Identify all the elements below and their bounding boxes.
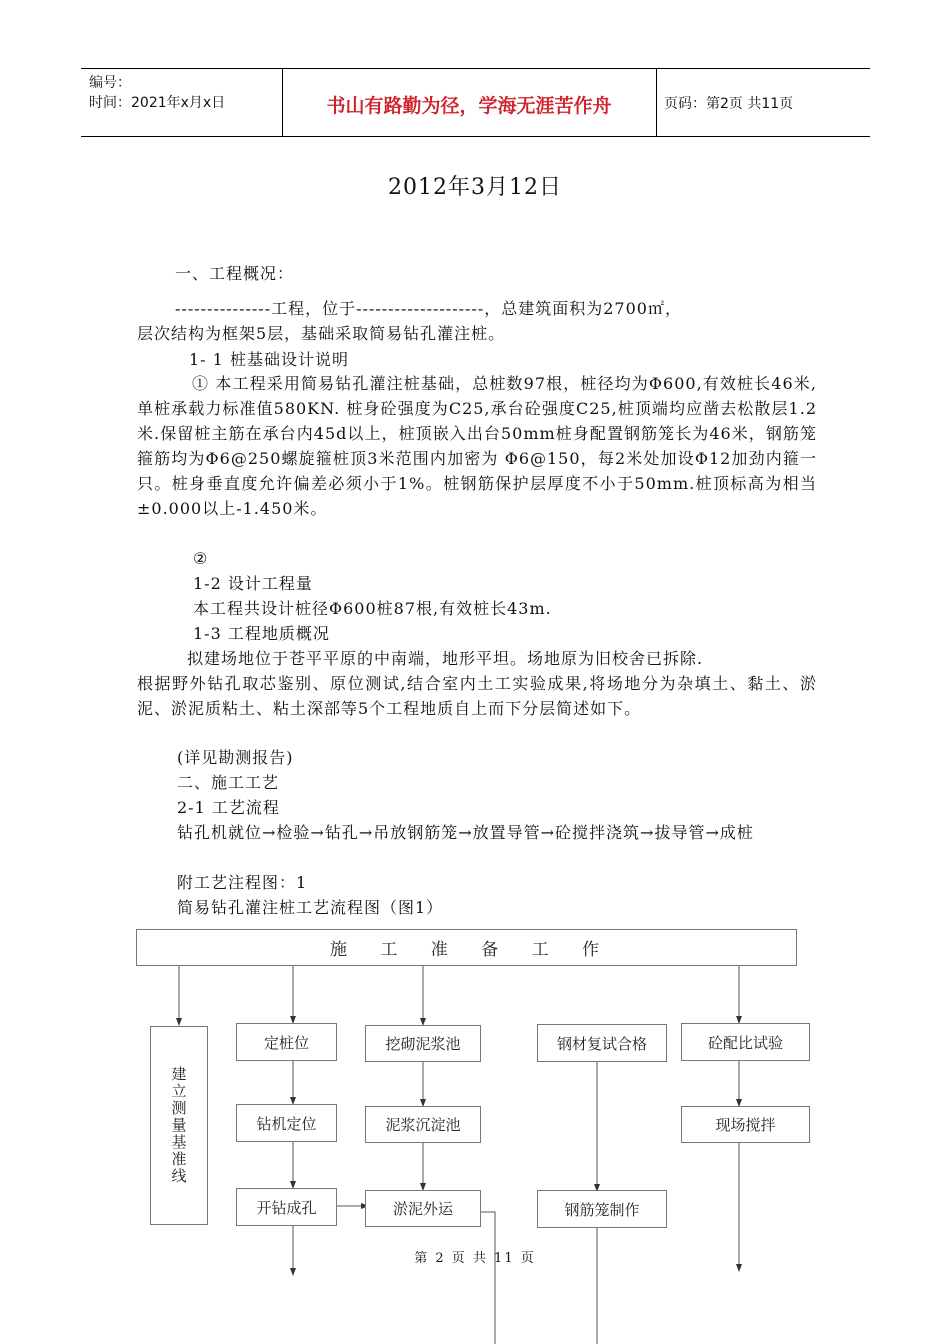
flow-col1-label: 建立测量基准线: [169, 1066, 188, 1185]
flow-col3-item: 挖砌泥浆池: [365, 1025, 481, 1062]
s1-line1: ---------------工程，位于--------------------，总建筑面积为2700㎡，: [175, 299, 682, 318]
s1-2-text: 本工程共设计桩径Φ600桩87根,有效桩长43m.: [193, 599, 552, 618]
section-2-title: 二、施工工艺: [177, 773, 280, 792]
flow-col2-item: 定桩位: [236, 1023, 337, 1061]
flow-col4-item: 钢筋笼制作: [537, 1190, 667, 1228]
s2-1-flow: 钻孔机就位→检验→钻孔→吊放钢筋笼→放置导管→砼搅拌浇筑→拔导管→成桩: [177, 823, 754, 842]
section-1-title: 一、工程概况：: [175, 264, 295, 283]
s1-3-note: (详见勘测报告): [177, 748, 294, 767]
motto: 书山有路勤为径，学海无涯苦作舟: [326, 95, 612, 117]
time-label: 时间：2021年x月x日: [89, 95, 226, 111]
s1-1-item2: ②: [193, 549, 209, 568]
flow-col3-item: 淤泥外运: [365, 1190, 481, 1227]
s1-3-para: 根据野外钻孔取芯鉴别、原位测试,结合室内土工实验成果,将场地分为杂填土、黏土、淤泥、淤泥质粘土、粘土深部等5个工程地质自上而下分层简述如下。: [137, 674, 817, 718]
flow-col4-item: 钢材复试合格: [537, 1024, 667, 1062]
s1-3-line1: 拟建场地位于苍平平原的中南端，地形平坦。场地原为旧校舍已拆除.: [187, 649, 704, 668]
date-line: 2012年3月12日: [388, 175, 562, 200]
s1-1-title: 1- 1 桩基础设计说明: [189, 350, 349, 369]
flow-col5-item: 砼配比试验: [681, 1023, 810, 1061]
connector-col3-out: [481, 1212, 495, 1344]
s1-2-title: 1-2 设计工程量: [193, 574, 313, 593]
flow-col3-item: 泥浆沉淀池: [365, 1106, 481, 1143]
page-footer: 第 2 页 共 11 页: [414, 1251, 536, 1266]
flow-col2-item: 钻机定位: [236, 1104, 337, 1142]
page-info: 页码：第2页 共11页: [664, 96, 794, 112]
s2-1-caption: 简易钻孔灌注桩工艺流程图（图1）: [177, 898, 444, 917]
flow-col2-item: 开钻成孔: [236, 1188, 337, 1226]
flow-col1-survey: [150, 1026, 208, 1225]
flow-top-prep: 施 工 准 备 工 作: [136, 929, 797, 966]
s1-1-para: ① 本工程采用简易钻孔灌注桩基础，总桩数97根，桩径均为Φ600,有效桩长46米,单桩承载力标准值580KN. 桩身砼强度为C25,承台砼强度C25,桩顶端均应凿去松散层1.2米.保留桩主筋在承台内45d以上，桩顶嵌入出台50mm桩身配置钢筋笼长为46米，钢筋笼箍筋均为Φ6@250螺旋箍桩顶3米范围内加密为 Φ6@150，每2米处加设Φ12加劲内箍一只。桩身垂直度允许偏差必须小于1%。桩钢筋保护层厚度不小于50mm.桩顶标高为相当±0.000以上-1.450米。: [137, 374, 817, 518]
flow-col5-item: 现场搅拌: [681, 1106, 810, 1143]
s1-line2: 层次结构为框架5层，基础采取简易钻孔灌注桩。: [137, 324, 506, 343]
number-label: 编号：: [89, 75, 131, 91]
s2-1-attach: 附工艺注程图：1: [177, 873, 308, 892]
s2-1-title: 2-1 工艺流程: [177, 798, 280, 817]
s1-3-title: 1-3 工程地质概况: [193, 624, 330, 643]
